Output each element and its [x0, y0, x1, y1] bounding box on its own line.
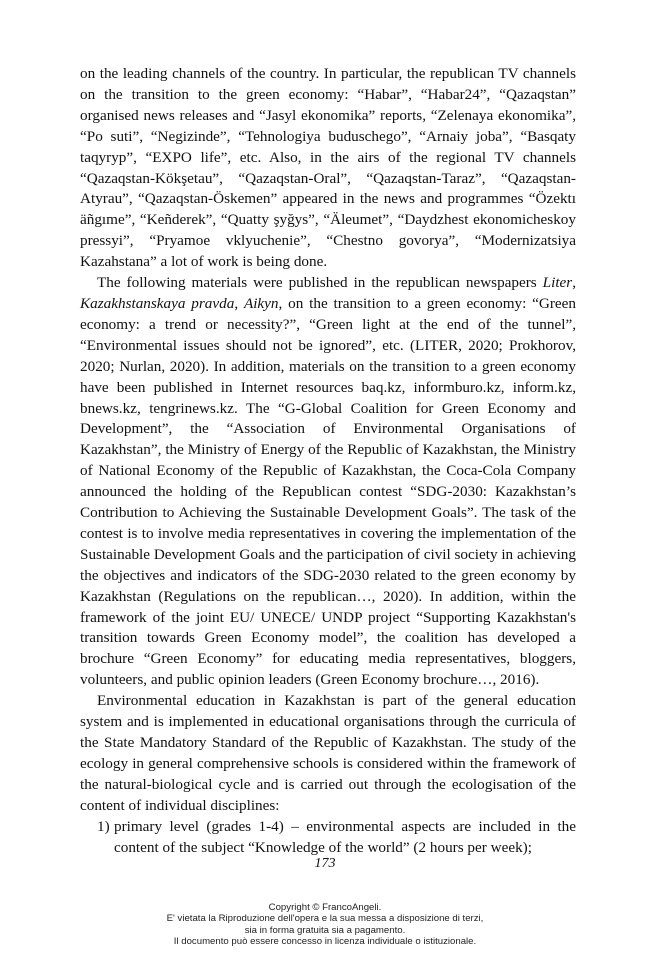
copyright-line: E' vietata la Riproduzione dell'opera e la sua messa a disposizione di terzi,: [166, 913, 484, 925]
separator: ,: [234, 294, 244, 312]
copyright-line: Copyright © FrancoAngeli.: [268, 902, 382, 913]
paragraph-newspapers: [80, 273, 576, 691]
newspaper-kazakhstanskaya-pravda: Kazakhstanskaya pravda: [80, 294, 235, 312]
paragraph-newspapers-rest: , on the transition to a green economy: “Green economy: a trend or necessity?”, “Green light at the end of the tunnel”, “Environmental issues should not be ignored”, etc. (LITER, 2020; Prokhorov, 2020; Nurlan, 2020). In addition, materials on the transition to a green economy have been published in Internet resources baq.kz, informburo.kz, inform.kz, bnews.kz, tengrinews.kz. The “G-Global Coalition for Green Economy and Development”, the “Association of Environmental Organisations of Kazakhstan”, the Ministry of Energy of the Republic of Kazakhstan, the Ministry of National Economy of the Republic of Kazakhstan, the Coca-Cola Company announced the holding of the Republican contest “SDG-2030: Kazakhstan’s Contribution to Achieving the Sustainable Development Goals”. The task of the contest is to involve media representatives in covering the implementation of the Sustainable Development Goals and the participation of civil society in achieving the objectives and indicators of the SDG-2030 related to the green economy by Kazakhstan (Regulations on the republican…, 2020). In addition, within the framework of the joint EU/ UNECE/ UNDP project “Supporting Kazakhstan's transition towards Green Economy model”, the coalition has developed a brochure “Green Economy” for educating media representatives, bloggers, volunteers, and public opinion leaders (Green Economy brochure…, 2016).: [80, 294, 576, 689]
copyright-notice: [0, 902, 650, 948]
education-levels-list: [80, 817, 576, 859]
page-number: 173: [314, 856, 336, 871]
paragraph-tv-channels: on the leading channels of the country. In particular, the republican TV channels on the transition to the green economy: “Habar”, “Habar24”, “Qazaqstan” organised news releases and “Jasyl ekonomika” reports, “Zelenaya ekonomika”, “Po suti”, “Negizinde”, “Tehnologiya buduschego”, “Arnaiy joba”, “Basqaty taqyryp”, “EXPO life”, etc. Also, in the airs of the regional TV channels “Qazaqstan-Kökşetau”, “Qazaqstan-Oral”, “Qazaqstan-Taraz”, “Qazaqstan-Atyrau”, “Qazaqstan-Öskemen” appeared in the news and programmes “Özektı äñgıme”, “Keñderek”, “Quatty şyğys”, “Äleumet”, “Daydzhest ekonomicheskoy pressyi”, “Pryamoe vklyuchenie”, “Chestno govorya”, “Modernizatsiya Kazahstana” a lot of work is being done.: [80, 65, 576, 271]
page-body: [80, 64, 576, 858]
copyright-line: sia in forma gratuita sia a pagamento.: [244, 924, 406, 936]
paragraph-newspapers-lead: The following materials were published in the republican newspapers: [97, 274, 543, 292]
paragraph-environmental-education: Environmental education in Kazakhstan is part of the general education system and is implemented in educational organisations through the curricula of the State Mandatory Standard of the Republic of Kazakhstan. The study of the ecology in general comprehensive schools is considered within the framework of the natural-biological cycle and is carried out through the ecologisation of the content of individual disciplines:: [80, 692, 576, 814]
list-item-text: primary level (grades 1-4) – environmental aspects are included in the content of the subject “Knowledge of the world” (2 hours per week);: [114, 817, 576, 856]
newspaper-aikyn: Aikyn: [243, 294, 279, 312]
copyright-line: Il documento può essere concesso in licenza individuale o istituzionale.: [173, 936, 477, 948]
list-item: [80, 817, 576, 859]
separator: ,: [572, 274, 576, 292]
list-item-number: 1): [97, 817, 110, 835]
newspaper-liter: Liter: [542, 274, 573, 292]
